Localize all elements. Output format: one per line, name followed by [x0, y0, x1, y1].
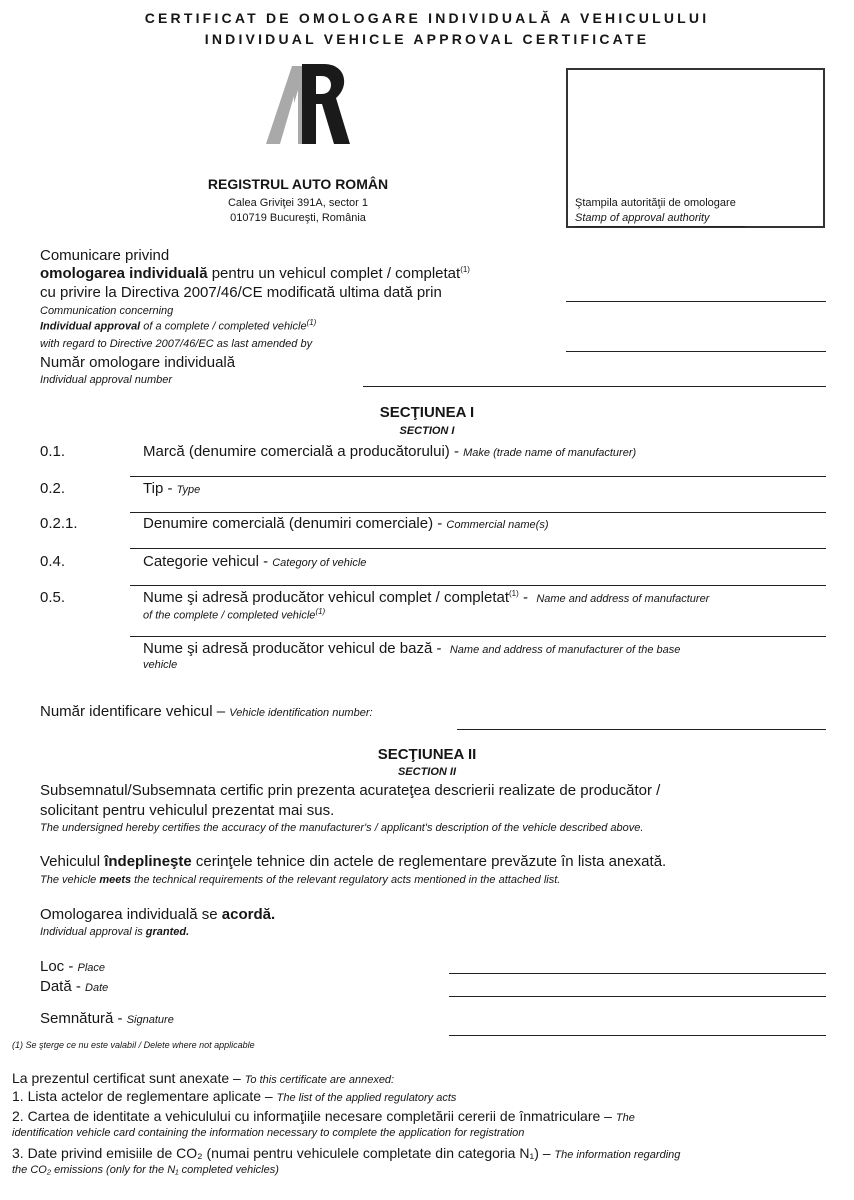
communication-line1-en: Communication concerning [40, 305, 174, 317]
footnote-ref: (1) [509, 589, 519, 598]
item-label-ro: Tip - [143, 480, 177, 497]
declaration-en: The undersigned hereby certifies the accuracy of the manufacturer's / applicant's description of the vehicle described above. [40, 822, 644, 834]
vin-label [40, 703, 373, 720]
communication-line3-ro: cu privire la Directiva 2007/46/CE modificată ultima dată prin [40, 284, 442, 301]
annex-item1 [12, 1088, 456, 1104]
annex-item1-en: The list of the applied regulatory acts [276, 1092, 457, 1104]
annex-item3-en-line2: the CO₂ emissions (only for the N₁ completed vehicles) [12, 1164, 279, 1176]
communication-line2-en-rest: of a complete / completed vehicle [140, 320, 307, 333]
item-label-commercial-name [143, 515, 549, 532]
issuer-address-line1: Calea Griviţei 391A, sector 1 [227, 197, 368, 209]
directive-amendment-field[interactable] [566, 301, 826, 302]
annex-item2-ro: 2. Cartea de identitate a vehiculului cu informaţiile necesare completării cererii de înmatriculare – [12, 1108, 616, 1124]
place-label-ro: Loc - [40, 958, 78, 975]
rar-logo [262, 60, 352, 146]
annex-intro [12, 1070, 394, 1086]
date-label-en: Date [85, 982, 109, 994]
approval-number-label-en: Individual approval number [40, 374, 173, 386]
meets-ro-c: cerinţele tehnice din actele de reglementare prevăzute în lista anexată. [191, 853, 667, 870]
category-field[interactable] [130, 585, 826, 586]
signature-label [40, 1010, 174, 1027]
meets-en-bold: meets [99, 874, 132, 886]
date-label-ro: Dată - [40, 978, 86, 995]
annex-item2-en-a: The [615, 1112, 635, 1124]
item-label-en: Type [176, 484, 201, 496]
annex-intro-en: To this certificate are annexed: [244, 1074, 395, 1086]
approval-number-field[interactable] [363, 386, 826, 387]
type-field[interactable] [130, 512, 826, 513]
annex-item3-ro: 3. Date privind emisiile de CO₂ (numai pentru vehiculele completate din categoria N₁) – [12, 1145, 555, 1161]
document-title-en: INDIVIDUAL VEHICLE APPROVAL CERTIFICATE [204, 31, 650, 47]
item-number: 0.1. [40, 443, 66, 460]
item-label-manufacturer [143, 589, 709, 606]
approval-granted-ro [40, 906, 275, 923]
item-label-ro-tail: - [518, 589, 528, 606]
item-label-base-manufacturer [143, 640, 680, 657]
section1-title: SECŢIUNEA I [379, 404, 475, 421]
item-label-make [143, 443, 636, 460]
section1-subtitle: SECTION I [399, 425, 455, 437]
item-number: 0.2. [40, 480, 66, 497]
item-label-ro: Denumire comercială (denumiri comerciale) - [143, 515, 447, 532]
approval-granted-en [40, 926, 189, 938]
place-field[interactable] [449, 973, 826, 974]
issuer-name: REGISTRUL AUTO ROMÂN [207, 176, 389, 192]
manufacturer-field[interactable] [130, 636, 826, 637]
footnote: (1) Se şterge ce nu este valabil / Delete where not applicable [12, 1040, 255, 1050]
issuer-address-line2: 010719 Bucureşti, România [230, 212, 366, 224]
footnote-ref: (1) [315, 607, 326, 616]
signature-label-ro: Semnătură - [40, 1010, 127, 1027]
annex-item2 [12, 1108, 635, 1124]
annex-item1-ro: 1. Lista actelor de reglementare aplicate – [12, 1088, 277, 1104]
date-field[interactable] [449, 996, 826, 997]
communication-line2-rest: pentru un vehicul complet / completat [207, 265, 461, 282]
communication-line2-en-bold: Individual approval [40, 320, 141, 333]
item-label-en: Name and address of manufacturer of the base [449, 644, 681, 656]
meets-en-a: The vehicle [40, 874, 100, 886]
item-label-en: Commercial name(s) [446, 519, 549, 531]
make-field[interactable] [130, 476, 826, 477]
footnote-ref: (1) [460, 265, 470, 274]
declaration-ro-line1: Subsemnatul/Subsemnata certific prin prezenta acurateţea descrierii realizate de producător / [40, 782, 661, 799]
stamp-underline [575, 226, 745, 227]
communication-line2-bold: omologarea individuală [40, 265, 208, 282]
item-label-manufacturer-en-line2 [143, 607, 325, 622]
item-label-en: Name and address of manufacturer [536, 593, 710, 605]
document-title-ro: CERTIFICAT DE OMOLOGARE INDIVIDUALĂ A VEHICULULUI [144, 10, 710, 26]
item-label-category [143, 553, 366, 570]
annex-intro-ro: La prezentul certificat sunt anexate – [12, 1070, 245, 1086]
meets-en-c: the technical requirements of the relevant regulatory acts mentioned in the attached list. [131, 874, 561, 886]
item-label-type [143, 480, 200, 497]
declaration-ro-line2: solicitant pentru vehiculul prezentat mai sus. [40, 802, 335, 819]
meets-ro-bold: îndeplineşte [104, 853, 192, 870]
annex-item3 [12, 1145, 680, 1161]
communication-line1-ro: Comunicare privind [40, 247, 170, 264]
stamp-label-ro: Ştampila autorităţii de omologare [575, 197, 736, 209]
communication-line2-en [40, 318, 316, 333]
date-label [40, 978, 108, 995]
meets-requirements-ro [40, 853, 666, 870]
granted-ro-a: Omologarea individuală se [40, 906, 222, 923]
item-label-ro: Nume şi adresă producător vehicul complet / completat [143, 589, 510, 606]
vin-label-ro: Număr identificare vehicul – [40, 703, 230, 720]
communication-line2-ro [40, 265, 470, 282]
commercial-name-field[interactable] [130, 548, 826, 549]
place-label [40, 958, 105, 975]
item-number: 0.4. [40, 553, 66, 570]
section2-subtitle: SECTION II [397, 766, 457, 778]
item-label-en: Make (trade name of manufacturer) [463, 447, 637, 459]
meets-ro-a: Vehiculul [40, 853, 105, 870]
granted-en-a: Individual approval is [40, 926, 146, 938]
vin-field[interactable] [457, 729, 826, 730]
item-label-en: of the complete / completed vehicle [143, 609, 316, 622]
annex-item3-en-a: The information regarding [554, 1149, 681, 1161]
item-number: 0.5. [40, 589, 66, 606]
granted-ro-bold: acordă. [221, 906, 276, 923]
approval-number-label-ro: Număr omologare individuală [40, 354, 236, 371]
place-label-en: Place [77, 962, 106, 974]
directive-amendment-field-en[interactable] [566, 351, 826, 352]
section2-title: SECŢIUNEA II [377, 746, 477, 763]
footnote-ref: (1) [306, 318, 317, 327]
item-label-ro: Categorie vehicul - [143, 553, 273, 570]
meets-requirements-en [40, 874, 560, 886]
annex-item2-en-line2: identification vehicle card containing the information necessary to complete the application for registration [12, 1127, 525, 1139]
item-label-en: Category of vehicle [272, 557, 367, 569]
communication-line3-en: with regard to Directive 2007/46/EC as last amended by [40, 338, 313, 350]
granted-en-bold: granted. [145, 926, 190, 938]
signature-label-en: Signature [126, 1014, 174, 1026]
item-label-ro: Nume şi adresă producător vehicul de bază - [143, 640, 446, 657]
item-number: 0.2.1. [40, 515, 78, 532]
stamp-label-en: Stamp of approval authority [575, 212, 710, 224]
vin-label-en: Vehicle identification number: [229, 707, 373, 719]
item-label-base-manufacturer-en-line2: vehicle [143, 659, 178, 671]
signature-field[interactable] [449, 1035, 826, 1036]
item-label-ro: Marcă (denumire comercială a producătorului) - [143, 443, 464, 460]
